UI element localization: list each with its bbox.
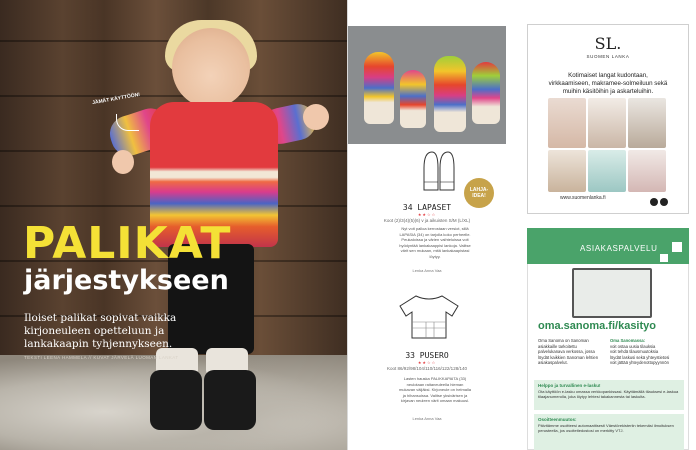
side-note: JÄMÄT KÄYTTÖÖN! xyxy=(91,91,141,107)
child-boot xyxy=(150,370,202,430)
gift-idea-badge: LAHJA-IDEA! xyxy=(464,178,494,208)
service-list xyxy=(610,338,682,366)
service-list-item: voit tehdä tilausmuutoksia xyxy=(610,349,659,354)
customer-service-url[interactable]: oma.sanoma.fi/kasityo xyxy=(538,320,656,332)
instagram-icon[interactable] xyxy=(660,198,668,206)
e-invoice-text: Ota käyttöön e-lasku omassa verkkopankissasi. Käyttämällä tilauksesi e-laskua tilaajanumerolla, joka löytyy lehtesi takakannesta tai laskulta. xyxy=(538,389,679,399)
mitten xyxy=(472,62,500,124)
product-photo xyxy=(628,98,666,148)
ad-text: Kotimaiset langat kudontaan, virkkaamiseen, makramee-solmeiluun sekä muihin käsitöihin ja askarteluihin. xyxy=(548,72,668,95)
mitten-sketch-icon xyxy=(420,148,456,194)
pattern-designer: Lenka Anna Vaa xyxy=(412,268,442,273)
product-photo xyxy=(548,98,586,148)
pattern-sizes: Koot (2)/3(4)(5)(6) v ja aikuisten S/M (L/XL) xyxy=(383,218,471,223)
pattern-designer: Lenka Anna Vaa xyxy=(412,416,442,421)
product-photo xyxy=(628,150,666,192)
service-intro: Oma Sanoma on Sanoman asiakkaille tarkoitettu palvelukanava verkossa, jossa löydät kaikkien Sanoman lehtien asiakaspalvelut. xyxy=(538,338,599,365)
wood-plank-line xyxy=(0,95,347,97)
sweater-sketch-icon xyxy=(396,292,462,340)
mitten xyxy=(364,52,394,124)
ad-url[interactable]: www.suomenlanka.fi xyxy=(560,195,606,201)
pattern-sizes: Koot 86/92/98/104/110/116/122/128/140 xyxy=(387,366,467,371)
service-list-title: Oma Sanomassa: xyxy=(610,338,646,343)
address-change-title: Osoitteenmuutos: xyxy=(538,417,577,422)
service-list-item: löydät laskusi sekä yhteystietosi xyxy=(610,354,670,360)
product-photo xyxy=(548,150,586,192)
e-invoice-box xyxy=(534,380,684,410)
mitten xyxy=(400,70,426,128)
pattern-title: 34 LAPASET xyxy=(402,203,452,212)
headline-sub: järjestykseen xyxy=(24,265,229,296)
child-hand xyxy=(303,104,329,130)
product-photo xyxy=(588,98,626,148)
product-photo xyxy=(588,150,626,192)
child-boot xyxy=(204,370,256,430)
pattern-description: Lasten hauska PALIKKAPAITA (33) neulotaan raitaneuleella hieman mukavan väljäksi. Kirjoneule on helmalla ja hihansuissa. Valitse yksivärisen ja kirjavan neuleen värit omaan makuusi. xyxy=(398,376,472,403)
laptop-screen-icon xyxy=(572,268,652,318)
pixel-decoration xyxy=(672,242,682,252)
pixel-decoration xyxy=(662,232,670,240)
customer-service-title: ASIAKASPALVELU xyxy=(580,244,658,253)
brand-logo: SL. xyxy=(594,34,622,53)
brand-name: SUOMEN LANKA xyxy=(586,54,630,59)
pixel-decoration xyxy=(660,254,668,262)
cover-photo xyxy=(0,0,347,450)
lead-paragraph: Iloiset palikat sopivat vaikka kirjoneuleen opetteluun ja lankakaapin tyhjennykseen. xyxy=(24,312,177,350)
headline: PALIKAT xyxy=(23,218,232,269)
pattern-title: 33 PUSERO xyxy=(405,351,449,360)
address-change-text: Päivitämme osoitteesi automaattisesti Väestörekisteriin tekemäsi ilmoituksen perusteella, jos osoitetiedostosi on merkitty VTJ. xyxy=(538,423,674,433)
social-icons xyxy=(650,193,670,202)
mittens-photo xyxy=(348,26,506,144)
facebook-icon[interactable] xyxy=(650,198,658,206)
e-invoice-title: Helppo ja turvallinen e-lasku! xyxy=(538,383,601,388)
service-list-item: voit ostaa uusia tilauksia xyxy=(610,343,656,349)
pattern-description: Nyt voit palloa kerrostaan versiot, sillä LAPASIA (34) on tarjolla koko perheelle. Peukaloissa ja värien vaihteluissa voit hyödyntää lankakaappisi lankoja. Valitse värit sen mukaan, mitä lankakaapistasi löytyy. xyxy=(399,226,471,259)
mitten xyxy=(434,56,466,132)
service-list-item: voit jättää yhteydenottopyynnön xyxy=(610,360,669,365)
difficulty-stars: ★★☆☆ xyxy=(417,360,437,365)
child-face xyxy=(172,28,250,108)
photo-credits: TEKSTI LEENA HAMMELA // KUVAT JÄRVELÄ LUOMAN LANKAT xyxy=(24,355,179,360)
address-change-box xyxy=(534,414,684,450)
difficulty-stars: ★★☆☆ xyxy=(417,212,437,217)
child-hand xyxy=(112,150,134,174)
